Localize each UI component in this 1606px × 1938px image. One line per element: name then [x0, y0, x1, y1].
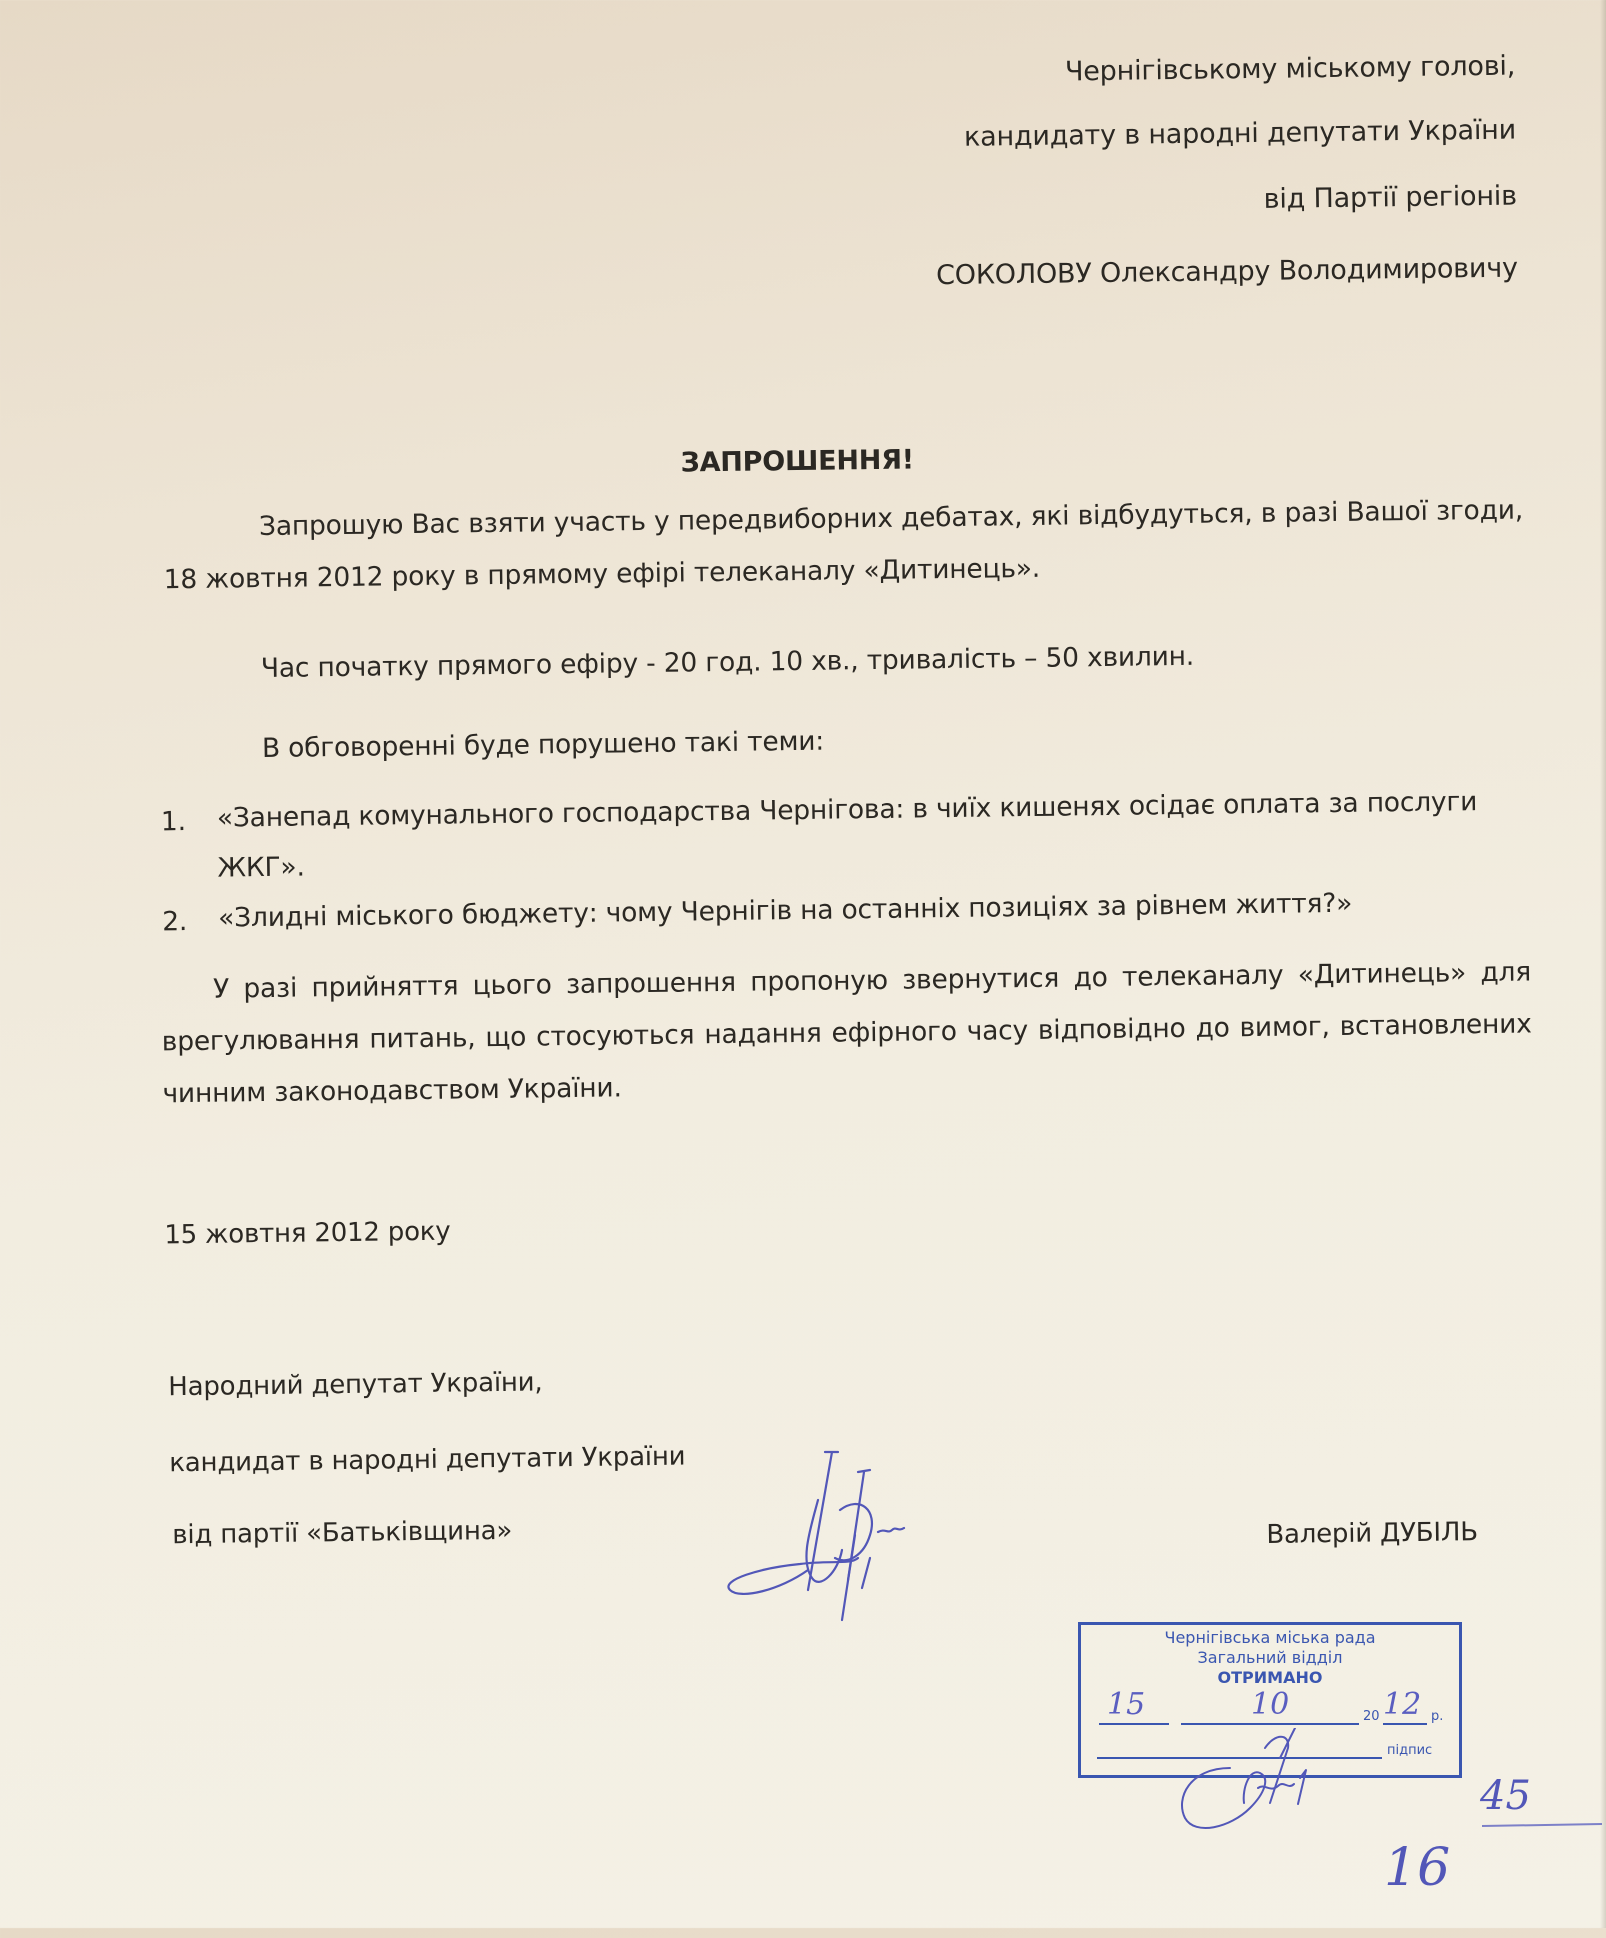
sender-line-2: кандидат в народні депутати України [169, 1441, 686, 1479]
sender-signature [720, 1440, 1020, 1630]
sender-line-3: від партії «Батьківщина» [172, 1515, 513, 1551]
handwritten-minutes: 45 [1480, 1773, 1531, 1819]
intro-paragraph [163, 485, 1524, 607]
stamp-status: ОТРИМАНО [1217, 1668, 1323, 1687]
addressee-name: СОКОЛОВУ Олександру Володимировичу [935, 252, 1518, 292]
list-item-text: «Занепад комунального господарства Чернігова: в чиїх кишенях осідає оплата за послуги ЖКГ». [216, 786, 1478, 884]
topics-intro-paragraph [166, 706, 1527, 776]
letter-date: 15 жовтня 2012 року [164, 1216, 451, 1251]
stamp-day-line [1099, 1723, 1169, 1725]
addressee-block [0, 0, 1594, 292]
stamp-year-line [1383, 1723, 1427, 1725]
sender-name: Валерій ДУБІЛЬ [1266, 1517, 1479, 1550]
stamp-year-suffix: р. [1431, 1709, 1444, 1724]
stamp-handwritten-day: 15 [1107, 1687, 1146, 1722]
closing-paragraph [161, 946, 1533, 1120]
addressee-line-3: від Партії регіонів [1263, 180, 1518, 215]
handwritten-hour: 16 [1384, 1838, 1451, 1898]
addressee-line-1: Чернігівському міському голові, [1064, 50, 1516, 88]
stamp-signature-label: підпис [1387, 1743, 1433, 1758]
stamp-year-prefix: 20 [1363, 1709, 1380, 1724]
intro-text: Запрошую Вас взяти участь у передвиборних дебатах, які відбудуться, в разі Вашої згоди, 18 жовтня 2012 року в прямому ефірі телеканалу «Дитинець». [163, 494, 1524, 596]
document-title: ЗАПРОШЕННЯ! [680, 444, 915, 479]
addressee-line-2: кандидату в народні депутати України [963, 114, 1517, 153]
list-item-number: 2. [162, 906, 188, 938]
stamp-org: Чернігівська міська рада [1164, 1628, 1376, 1647]
receiver-signature [1170, 1728, 1370, 1848]
stamp-handwritten-month: 10 [1251, 1687, 1290, 1722]
sender-line-1: Народний депутат України, [168, 1367, 543, 1403]
stamp-dept: Загальний відділ [1197, 1648, 1343, 1667]
time-text: Час початку прямого ефіру - 20 год. 10 хв., тривалість – 50 хвилин. [260, 640, 1195, 685]
stamp-month-line [1181, 1723, 1359, 1725]
list-item-text: «Злидні міського бюджету: чому Чернігів на останніх позиціях за рівнем життя?» [217, 887, 1353, 934]
time-paragraph [165, 626, 1526, 696]
closing-text: У разі прийняття цього запрошення пропоную звернутися до телеканалу «Дитинець» для врегулювання питань, що стосуються надання ефірного часу відповідно до вимог, встановлених чинним законодавством України. [161, 956, 1532, 1110]
list-item-number: 1. [160, 806, 187, 838]
topics-intro-text: В обговоренні буде порушено такі теми: [261, 725, 825, 765]
stamp-handwritten-year: 12 [1383, 1687, 1422, 1722]
